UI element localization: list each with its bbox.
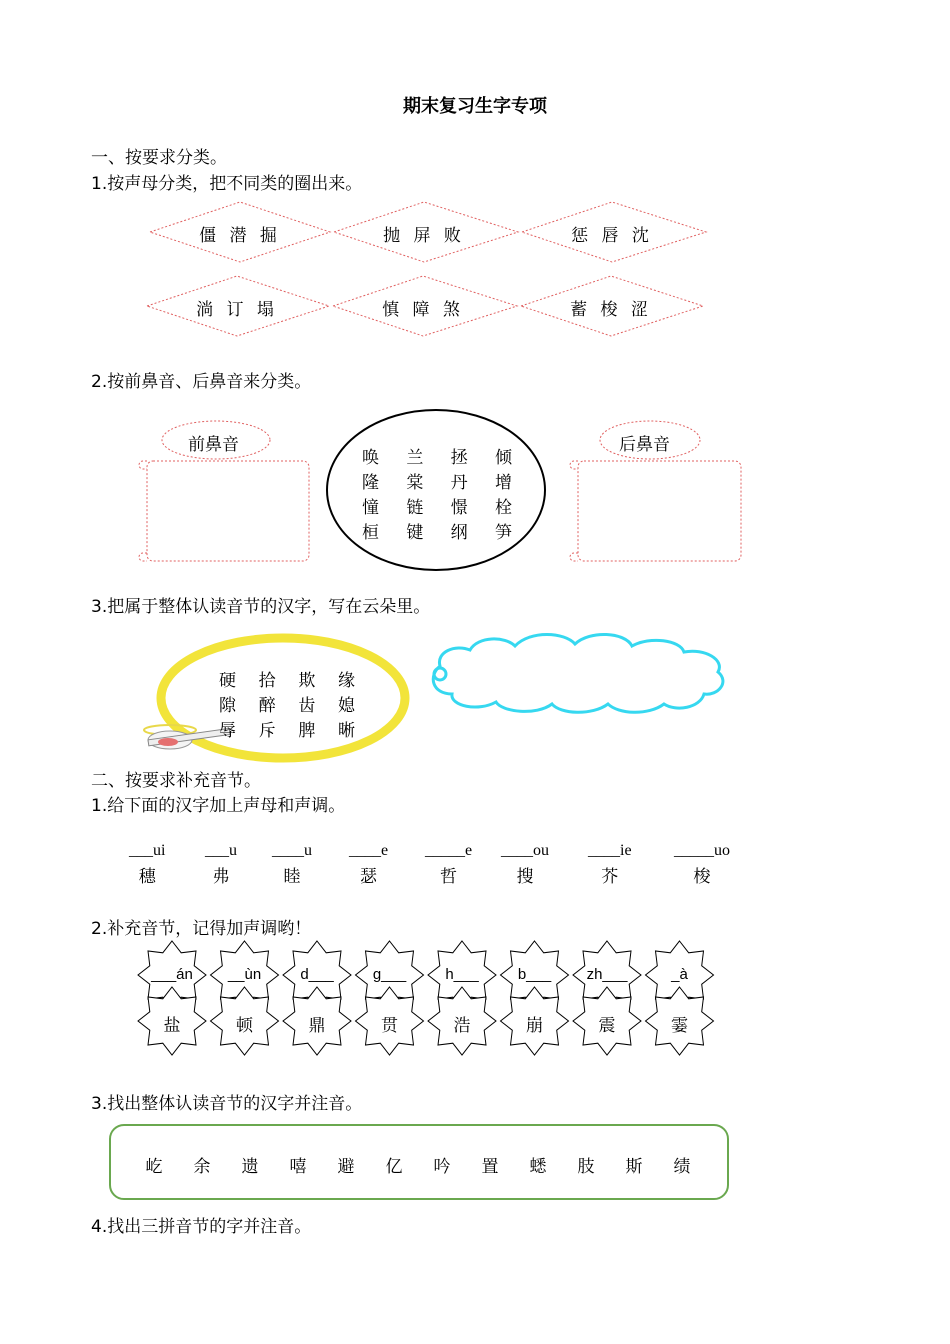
s2-q4-label: 4.找出三拼音节的字并注音。	[91, 1217, 312, 1237]
whole-syllable-char-row	[130, 1152, 706, 1177]
hanzi: 搜	[516, 867, 534, 887]
star-hanzi: 顿	[236, 1016, 253, 1036]
char: 增	[494, 473, 512, 493]
char: 栓	[494, 498, 512, 518]
cloud-answer-area[interactable]	[440, 640, 720, 710]
char: 笋	[494, 523, 512, 543]
back-nasal-tag: 后鼻音	[619, 435, 670, 455]
char: 憬	[450, 498, 468, 518]
pinyin-fill-row	[129, 842, 749, 892]
diamond-group-5: 慎 障 煞	[382, 300, 464, 320]
char: 媳	[337, 696, 355, 716]
hanzi: 芥	[601, 867, 619, 887]
q2-label: 2.按前鼻音、后鼻音来分类。	[91, 372, 312, 392]
char: 亿	[385, 1157, 403, 1177]
char: 斯	[625, 1157, 643, 1177]
star-pinyin-blank[interactable]: zh___	[586, 966, 628, 983]
pinyin-fill-item	[129, 842, 165, 887]
s2-q1-label: 1.给下面的汉字加上声母和声调。	[91, 796, 346, 816]
char: 隆	[362, 473, 379, 493]
char: 醉	[258, 696, 276, 716]
q3-label: 3.把属于整体认读音节的汉字，写在云朵里。	[91, 597, 431, 617]
star-hanzi: 盐	[163, 1016, 181, 1036]
pinyin-fill-item	[272, 842, 312, 887]
nasal-char-grid	[362, 443, 512, 543]
star-pinyin-blank[interactable]: b___	[517, 966, 552, 983]
star-hanzi: 鼎	[308, 1016, 326, 1036]
diamond-group-3: 惩 唇 沈	[571, 226, 653, 246]
pinyin-blank[interactable]: _____e	[425, 842, 473, 859]
char: 脾	[298, 721, 316, 741]
star-hanzi: 震	[598, 1016, 616, 1036]
char: 兰	[406, 448, 424, 468]
char: 吟	[433, 1157, 451, 1177]
s2-q2-label: 2.补充音节，记得加声调哟！	[91, 919, 312, 939]
star-pinyin-blank[interactable]: _à	[671, 966, 688, 983]
front-nasal-answer-box[interactable]	[147, 461, 309, 561]
section-1-heading: 一、按要求分类。	[91, 148, 227, 168]
star-hanzi: 贯	[381, 1016, 398, 1036]
star-hanzi: 崩	[526, 1016, 543, 1036]
pinyin-blank[interactable]: ____u	[272, 842, 312, 859]
pinyin-blank[interactable]: ___u	[205, 842, 237, 859]
pinyin-blank[interactable]: ___ui	[129, 842, 166, 859]
hanzi: 瑟	[360, 867, 378, 887]
hanzi: 穗	[138, 867, 156, 887]
diamond-group-4: 淌 订 塌	[196, 300, 278, 320]
page-title: 期末复习生字专项	[403, 96, 547, 117]
star-hanzi: 霎	[671, 1016, 688, 1036]
pinyin-blank[interactable]: ____ou	[501, 842, 549, 859]
hanzi: 梭	[693, 867, 711, 887]
pinyin-fill-item	[501, 842, 549, 887]
pinyin-blank[interactable]: _____uo	[674, 842, 730, 859]
char: 斥	[258, 721, 276, 741]
hanzi: 哲	[440, 867, 458, 887]
diamond-group-6: 蓄 梭 涩	[570, 300, 652, 320]
star-pinyin-blank[interactable]: ___án	[151, 966, 193, 983]
star-pinyin-blank[interactable]: h___	[445, 966, 479, 983]
hanzi: 睦	[283, 867, 301, 887]
pinyin-blank[interactable]: ____ie	[588, 842, 632, 859]
char: 避	[337, 1157, 355, 1177]
section-2-heading: 二、按要求补充音节。	[91, 771, 261, 791]
char: 拯	[450, 448, 468, 468]
pinyin-fill-item	[674, 842, 730, 887]
pinyin-blank[interactable]: ____e	[349, 842, 389, 859]
star-pinyin-blank[interactable]: __ùn	[227, 966, 262, 983]
char: 桓	[362, 523, 379, 543]
diamond-group-1: 僵 潜 掘	[199, 226, 281, 246]
char: 憧	[362, 498, 379, 518]
q1-label: 1.按声母分类，把不同类的圈出来。	[91, 174, 363, 194]
char: 棠	[406, 473, 424, 493]
pinyin-fill-item	[588, 842, 632, 887]
char: 唤	[362, 448, 379, 468]
char: 置	[481, 1157, 499, 1177]
char: 遗	[241, 1157, 259, 1177]
char: 缘	[337, 671, 355, 691]
char: 欺	[298, 671, 316, 691]
diamond-group-2: 抛 屏 败	[383, 226, 465, 246]
syllable-char-grid	[219, 666, 355, 741]
char: 晰	[337, 721, 355, 741]
char: 拾	[258, 671, 276, 691]
s2-q3-label: 3.找出整体认读音节的汉字并注音。	[91, 1094, 363, 1114]
hanzi: 弗	[212, 867, 230, 887]
char: 蟋	[529, 1157, 547, 1177]
char: 链	[406, 498, 424, 518]
char: 嘻	[289, 1157, 307, 1177]
char: 隙	[219, 696, 236, 716]
char: 肢	[577, 1157, 595, 1177]
char: 余	[193, 1157, 211, 1177]
char: 纲	[450, 523, 468, 543]
pinyin-fill-item	[425, 842, 472, 887]
char: 键	[406, 523, 424, 543]
char: 硬	[219, 671, 236, 691]
char: 齿	[298, 696, 316, 716]
star-pinyin-blank[interactable]: d___	[300, 966, 334, 983]
star-pinyin-blank[interactable]: g___	[372, 966, 407, 983]
pinyin-fill-item	[349, 842, 388, 887]
back-nasal-answer-box[interactable]	[578, 461, 741, 561]
char: 丹	[450, 473, 468, 493]
char: 倾	[494, 448, 512, 468]
char: 屹	[145, 1157, 163, 1177]
pinyin-fill-item	[205, 842, 237, 887]
char: 绩	[673, 1157, 691, 1177]
char: 辱	[219, 721, 236, 741]
star-hanzi: 浩	[453, 1016, 471, 1036]
front-nasal-tag: 前鼻音	[188, 435, 239, 455]
